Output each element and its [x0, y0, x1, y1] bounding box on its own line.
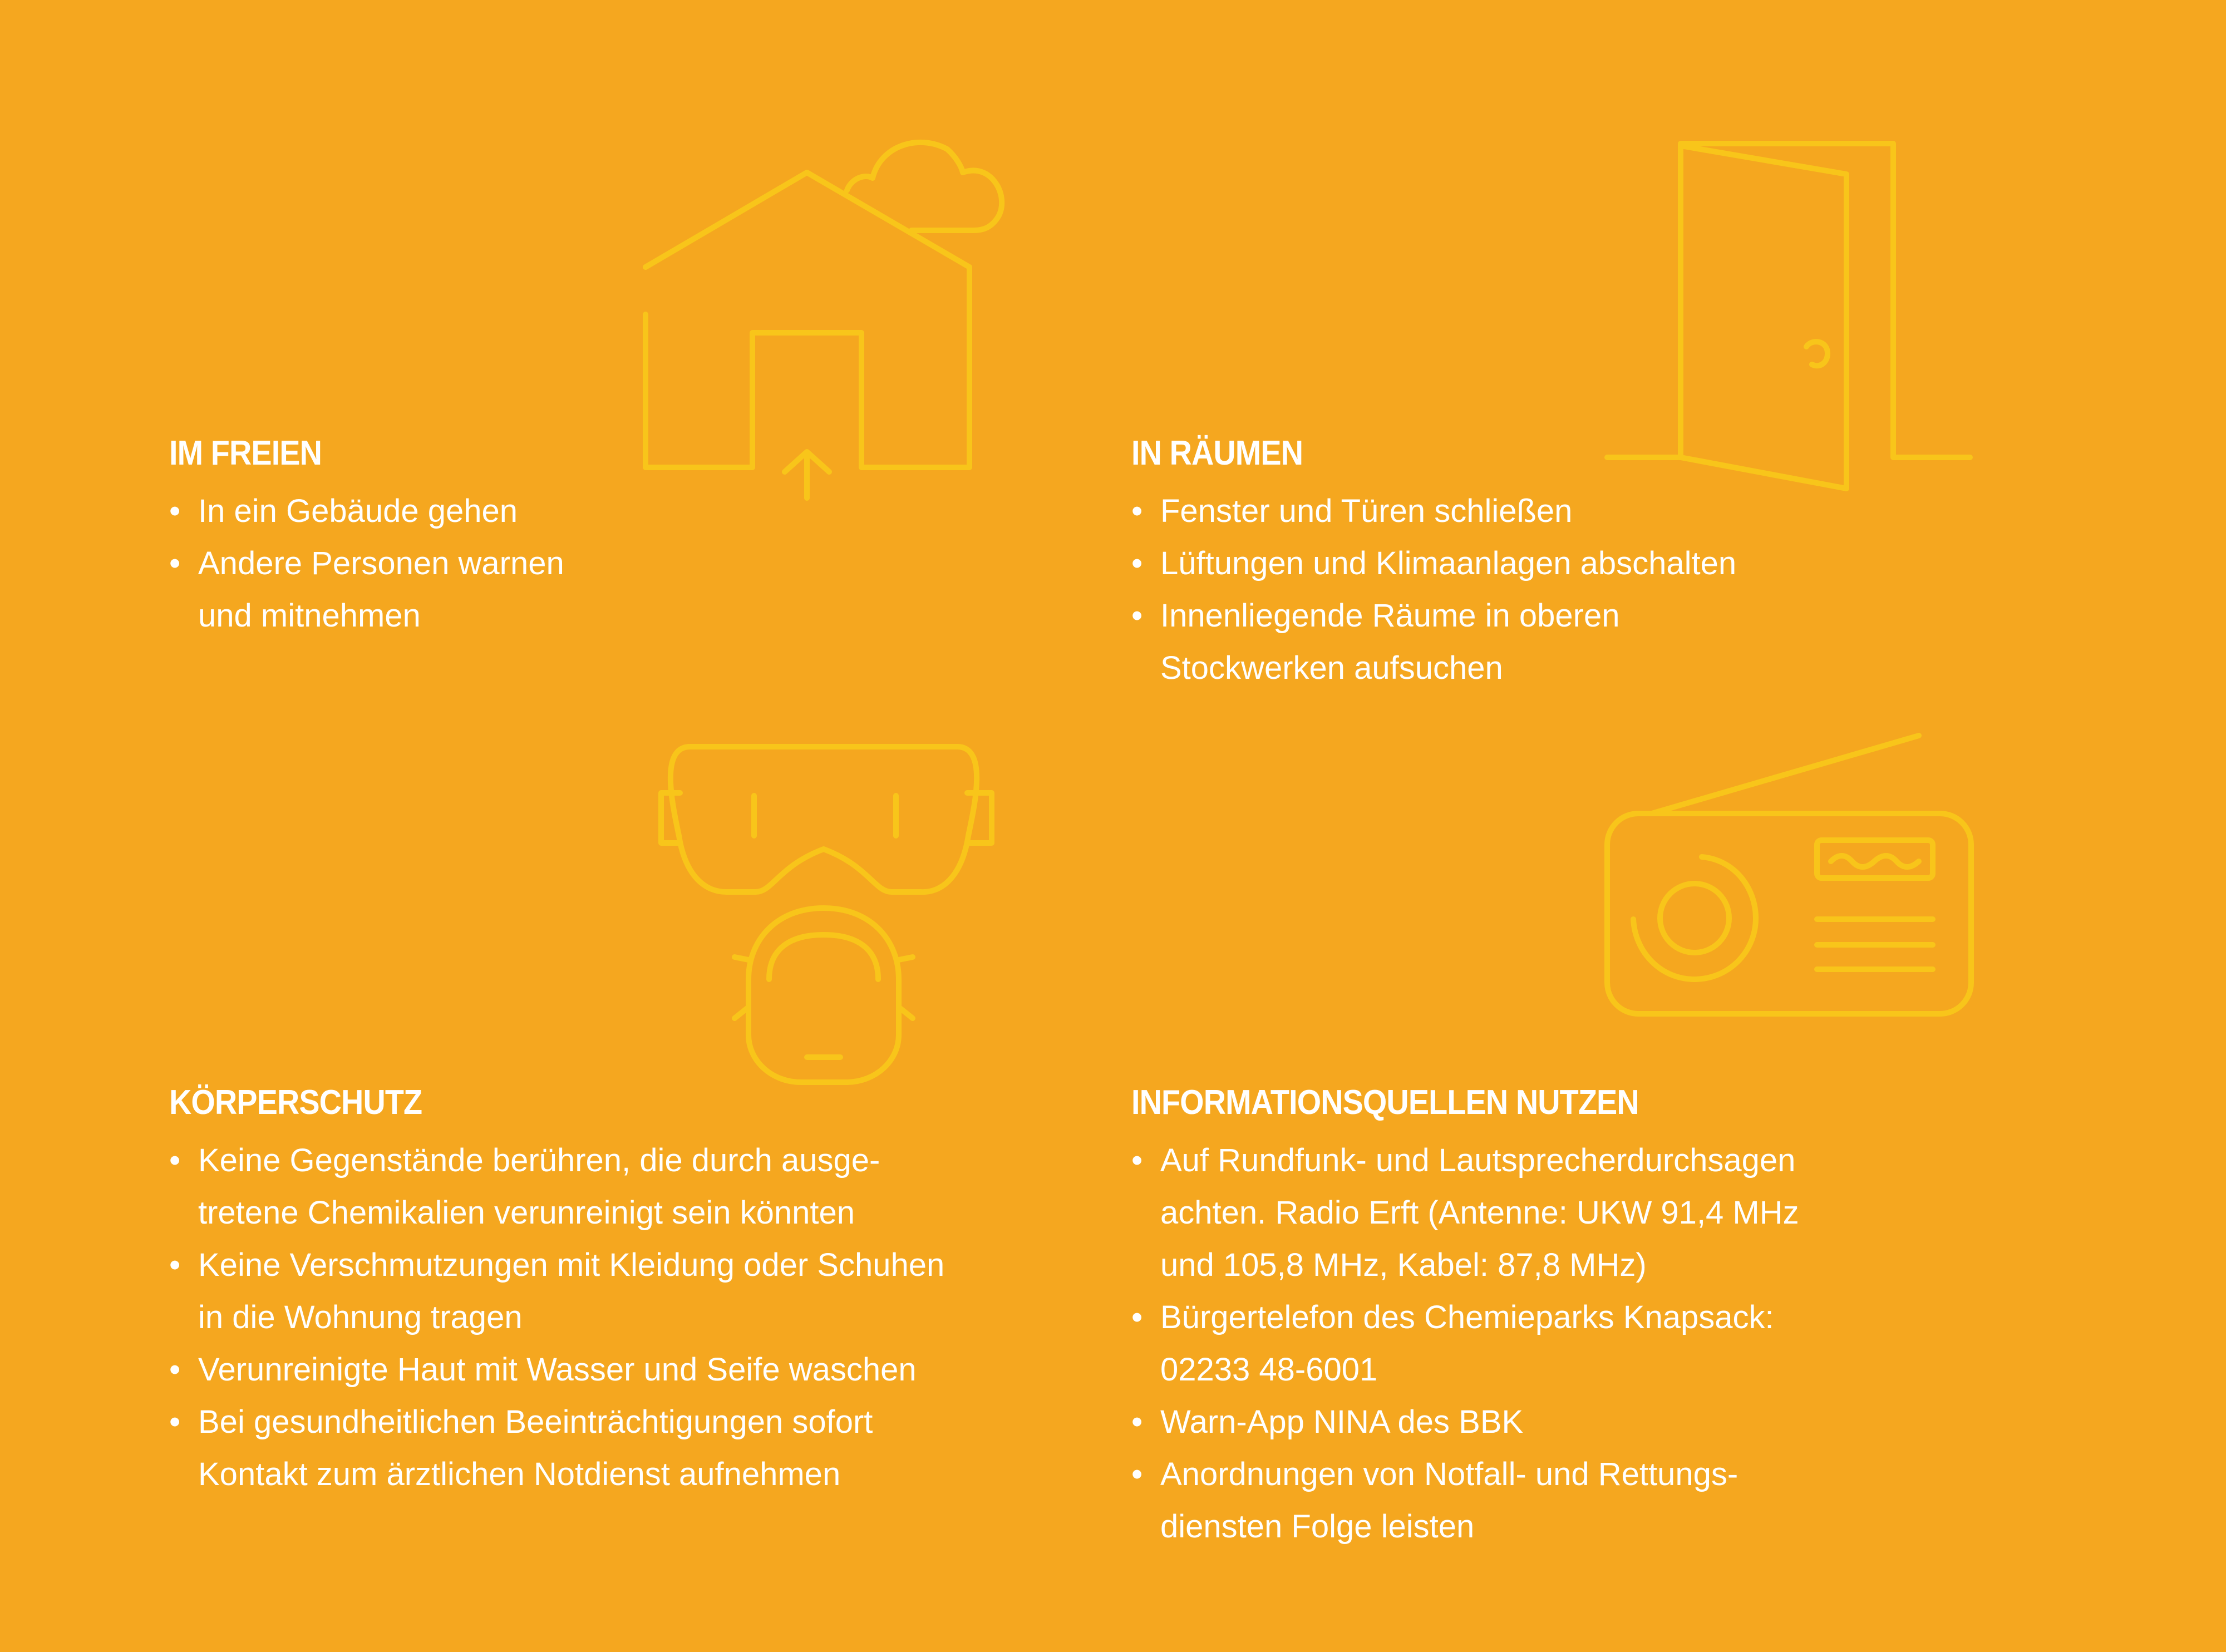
- radio-icon: [1597, 729, 1976, 1018]
- list-item: • Fenster und Türen schließen: [1131, 485, 1736, 537]
- section-heading: IM FREIEN: [169, 434, 322, 472]
- goggles-mask-icon: [651, 734, 1007, 1091]
- list-item: • Innenliegende Räume in oberen Stockwerken aufsuchen: [1131, 590, 1736, 694]
- list-item: • Andere Personen warnen und mitnehmen: [169, 537, 564, 642]
- section-info-sources: [1131, 1081, 1799, 1553]
- list-item: • Anordnungen von Notfall- und Rettungs- diensten Folge leisten: [1131, 1448, 1799, 1553]
- bullet-list: [1131, 1135, 1799, 1553]
- bullet-list: [1131, 485, 1736, 694]
- list-item: • Keine Gegenstände berühren, die durch ausge- tretene Chemikalien verunreinigt sein könnten: [169, 1135, 944, 1239]
- list-item: • Lüftungen und Klimaanlagen abschalten: [1131, 537, 1736, 590]
- section-indoor: [1131, 432, 1736, 694]
- list-item: • Bei gesundheitlichen Beeinträchtigungen sofort Kontakt zum ärztlichen Notdienst aufnehmen: [169, 1396, 944, 1501]
- list-item: • Warn-App NINA des BBK: [1131, 1396, 1799, 1448]
- list-item: • Keine Verschmutzungen mit Kleidung oder Schuhen in die Wohnung tragen: [169, 1239, 944, 1344]
- section-body-protection: [169, 1081, 944, 1501]
- section-heading: IN RÄUMEN: [1131, 434, 1303, 472]
- bullet-list: [169, 1135, 944, 1501]
- list-item: • Auf Rundfunk- und Lautsprecherdurchsagen achten. Radio Erft (Antenne: UKW 91,4 MHz und 105,8 MHz, Kabel: 87,8 MHz): [1131, 1135, 1799, 1291]
- bullet-list: [169, 485, 564, 642]
- section-outdoor: [169, 432, 564, 642]
- list-item: • In ein Gebäude gehen: [169, 485, 564, 537]
- list-item: • Bürgertelefon des Chemieparks Knapsack: 02233 48-6001: [1131, 1291, 1799, 1396]
- section-heading: INFORMATIONSQUELLEN NUTZEN: [1131, 1083, 1639, 1122]
- house-cloud-icon: [634, 128, 1013, 506]
- list-item: • Verunreinigte Haut mit Wasser und Seife waschen: [169, 1344, 944, 1396]
- section-heading: KÖRPERSCHUTZ: [169, 1083, 422, 1122]
